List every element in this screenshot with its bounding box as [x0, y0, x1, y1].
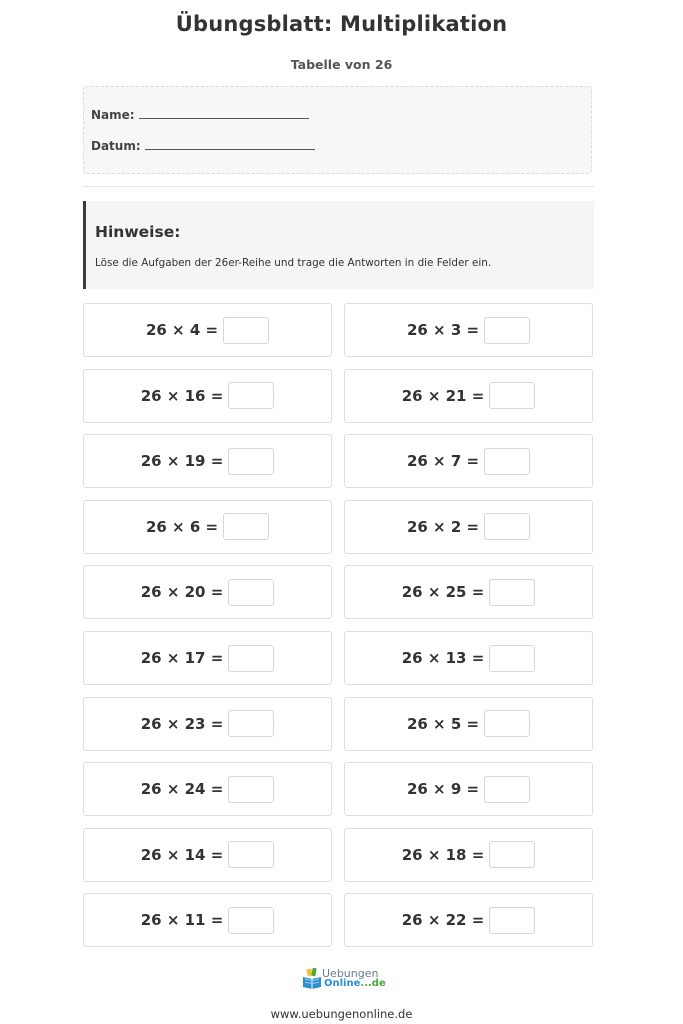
logo-line2: [324, 978, 386, 989]
problem-card: [344, 500, 593, 554]
answer-box[interactable]: [489, 645, 535, 672]
answer-box[interactable]: [228, 841, 274, 868]
problem-card: [344, 565, 593, 619]
problem-expression: 26 × 13 =: [401, 649, 485, 667]
problem-card: [83, 500, 332, 554]
problem-expression: 26 × 6 =: [145, 517, 219, 536]
info-box: [83, 86, 592, 174]
problem-card: [344, 434, 593, 488]
problem-card: [83, 762, 332, 816]
problem-expression: 26 × 20 =: [140, 583, 224, 602]
open-book-icon: [302, 968, 322, 990]
answer-box[interactable]: [484, 448, 530, 475]
problem-card: [83, 565, 332, 619]
date-blank: [145, 148, 315, 150]
problem-card: [83, 303, 332, 357]
problem-card: [83, 893, 332, 947]
problem-expression: 26 × 3 =: [406, 321, 480, 339]
problem-card: [344, 631, 593, 685]
logo: [302, 967, 386, 991]
problem-expression: 26 × 21 =: [401, 386, 485, 405]
problem-expression: 26 × 16 =: [140, 386, 224, 405]
answer-box[interactable]: [228, 710, 274, 737]
logo-line2-suffix: ...de: [360, 978, 386, 989]
answer-box[interactable]: [489, 579, 535, 606]
answer-box[interactable]: [489, 841, 535, 868]
problem-expression: 26 × 22 =: [401, 911, 485, 930]
name-blank: [139, 117, 309, 119]
answer-box[interactable]: [484, 317, 530, 344]
problem-card: [83, 697, 332, 751]
divider: [83, 186, 594, 187]
problem-expression: 26 × 23 =: [140, 714, 224, 733]
problem-card: [344, 828, 593, 882]
name-label: Name:: [91, 108, 135, 122]
problem-card: [344, 762, 593, 816]
answer-box[interactable]: [228, 776, 274, 803]
footer-url: www.uebungenonline.de: [270, 1007, 413, 1021]
problem-card: [83, 631, 332, 685]
answer-box[interactable]: [228, 382, 274, 409]
problem-expression: 26 × 25 =: [401, 583, 485, 602]
worksheet-title: Übungsblatt: Multiplikation: [175, 12, 508, 36]
answer-box[interactable]: [223, 513, 269, 540]
hint-box: [83, 201, 594, 289]
problem-card: [344, 369, 593, 423]
problem-expression: 26 × 24 =: [140, 780, 224, 799]
problem-expression: 26 × 5 =: [406, 714, 480, 733]
problem-expression: 26 × 2 =: [406, 517, 480, 536]
answer-box[interactable]: [228, 907, 274, 934]
answer-box[interactable]: [484, 710, 530, 737]
answer-box[interactable]: [228, 645, 274, 672]
problem-card: [83, 369, 332, 423]
logo-line1: Uebungen: [322, 967, 379, 980]
problem-card: [344, 697, 593, 751]
answer-box[interactable]: [223, 317, 269, 344]
problem-expression: 26 × 4 =: [145, 321, 219, 339]
problem-expression: 26 × 7 =: [406, 452, 480, 471]
answer-box[interactable]: [484, 776, 530, 803]
date-label: Datum:: [91, 139, 141, 153]
problem-expression: 26 × 14 =: [140, 845, 224, 864]
problem-expression: 26 × 11 =: [140, 911, 224, 930]
problem-card: [83, 434, 332, 488]
answer-box[interactable]: [228, 579, 274, 606]
answer-box[interactable]: [228, 448, 274, 475]
hint-title: Hinweise:: [95, 223, 181, 241]
problem-expression: 26 × 9 =: [406, 780, 480, 799]
answer-box[interactable]: [484, 513, 530, 540]
problem-expression: 26 × 19 =: [140, 452, 224, 471]
problem-expression: 26 × 17 =: [140, 649, 224, 667]
problem-card: [344, 893, 593, 947]
answer-box[interactable]: [489, 382, 535, 409]
name-line: [91, 108, 309, 122]
problem-expression: 26 × 18 =: [401, 845, 485, 864]
logo-line2-main: Online: [324, 978, 361, 989]
date-line: [91, 139, 315, 153]
hint-text: Löse die Aufgaben der 26er-Reihe und trage die Antworten in die Felder ein.: [95, 257, 492, 269]
problem-card: [83, 828, 332, 882]
worksheet-subtitle: Tabelle von 26: [290, 57, 393, 72]
answer-box[interactable]: [489, 907, 535, 934]
problem-card: [344, 303, 593, 357]
